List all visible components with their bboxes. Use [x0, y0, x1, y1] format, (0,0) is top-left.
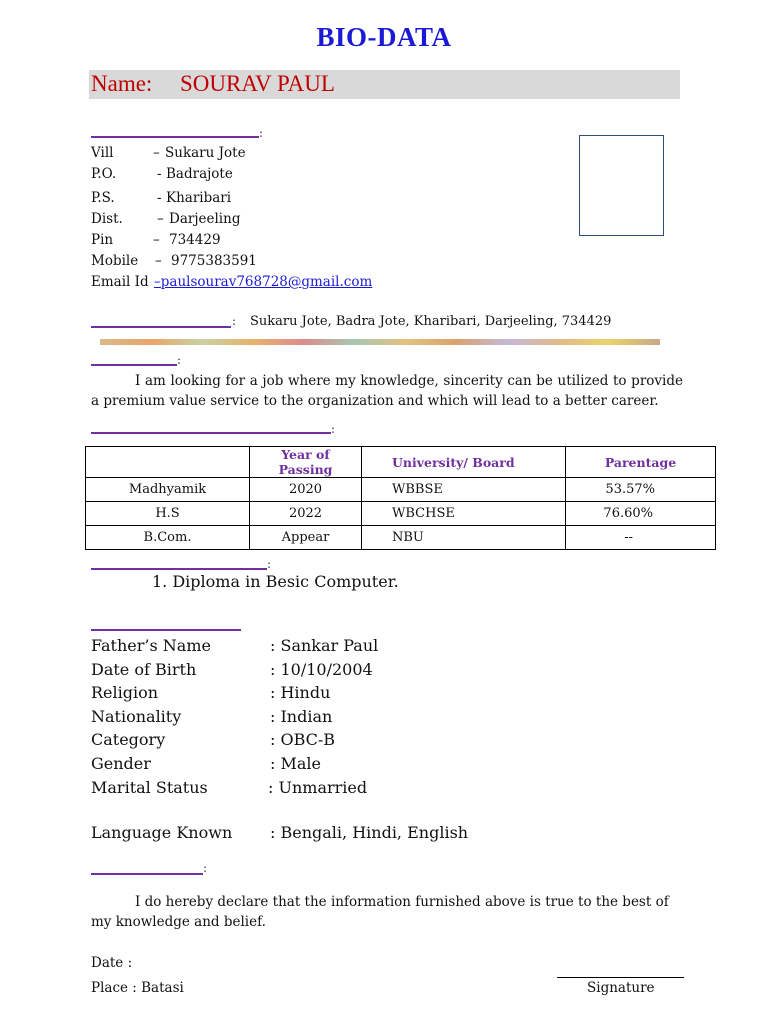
table-cell: 2022 — [250, 502, 362, 526]
photo-placeholder — [579, 135, 664, 236]
personal-value: : Hindu — [270, 683, 331, 703]
extra-qualification-item: 1. Diploma in Besic Computer. — [152, 572, 399, 591]
table-header: Year of Passing — [250, 447, 362, 478]
contact-value: 734429 — [169, 232, 221, 248]
table-cell: 53.57% — [566, 478, 716, 502]
personal-row — [91, 683, 541, 707]
table-cell: -- — [566, 526, 716, 550]
contact-sep: – — [153, 145, 160, 161]
section-line-education — [91, 432, 331, 434]
contact-row-vill — [91, 145, 421, 166]
table-cell: 76.60% — [566, 502, 716, 526]
personal-row — [91, 707, 541, 731]
personal-row — [91, 730, 541, 754]
place-field: Place : Batasi — [91, 980, 184, 996]
language-label: Language Known — [91, 823, 233, 842]
contact-value: Kharibari — [166, 190, 232, 206]
contact-label: Mobile — [91, 253, 139, 269]
table-header-row — [86, 447, 716, 478]
section-line-declaration — [91, 873, 203, 875]
section-colon: : — [203, 861, 208, 875]
personal-details — [91, 636, 541, 801]
contact-row-email — [91, 274, 421, 295]
contact-row-mobile — [91, 253, 421, 274]
language-row — [91, 823, 541, 842]
education-table — [85, 446, 716, 550]
table-cell: B.Com. — [86, 526, 250, 550]
section-line-contact — [91, 136, 259, 138]
contact-sep: – — [157, 211, 164, 227]
personal-label: Religion — [91, 683, 159, 703]
contact-block — [91, 145, 421, 295]
personal-label: Father’s Name — [91, 636, 211, 655]
section-colon: : — [259, 126, 264, 140]
section-colon: : — [267, 557, 272, 571]
personal-value: : Male — [270, 753, 321, 773]
contact-label: Dist. — [91, 211, 123, 227]
contact-row-pin — [91, 232, 421, 253]
declaration-text: I do hereby declare that the information furnished above is true to the best of my knowledge and belief. — [91, 894, 669, 930]
contact-sep: – — [153, 232, 160, 248]
section-line-personal — [91, 629, 241, 631]
table-cell: Appear — [250, 526, 362, 550]
email-label: Email Id — [91, 274, 149, 290]
section-colon: : — [177, 353, 182, 367]
personal-label: Gender — [91, 753, 151, 773]
section-line-address — [91, 326, 231, 328]
table-cell: NBU — [362, 526, 566, 550]
table-row — [86, 478, 716, 502]
name-bar — [89, 70, 680, 99]
contact-value: Sukaru Jote — [165, 145, 246, 161]
table-cell: WBCHSE — [362, 502, 566, 526]
page-title: BIO-DATA — [316, 22, 452, 52]
contact-value: 9775383591 — [171, 253, 257, 269]
section-line-extra — [91, 568, 267, 570]
name-label: Name: — [91, 71, 153, 96]
signature-line — [557, 977, 684, 978]
contact-value: Darjeeling — [169, 211, 241, 227]
personal-value: : Sankar Paul — [270, 636, 379, 655]
contact-label: P.S. — [91, 190, 115, 206]
contact-sep: - — [157, 190, 162, 206]
objective-text: I am looking for a job where my knowledge, sincerity can be utilized to provide a premium value service to the organization and which will lead to a better career. — [91, 373, 683, 409]
table-cell: H.S — [86, 502, 250, 526]
signature-label: Signature — [587, 980, 655, 996]
contact-row-dist — [91, 211, 421, 232]
table-cell: 2020 — [250, 478, 362, 502]
table-header: University/ Board — [362, 447, 566, 478]
table-row — [86, 526, 716, 550]
decorative-band — [100, 339, 660, 345]
section-line-objective — [91, 364, 177, 366]
section-colon: : — [232, 314, 237, 328]
personal-row — [91, 660, 541, 684]
permanent-address: Sukaru Jote, Badra Jote, Kharibari, Darjeeling, 734429 — [250, 314, 612, 329]
contact-value: Badrajote — [166, 166, 233, 182]
contact-label: Pin — [91, 232, 114, 248]
table-header — [86, 447, 250, 478]
personal-label: Date of Birth — [91, 659, 197, 679]
section-colon: : — [331, 422, 336, 436]
table-row — [86, 502, 716, 526]
personal-label: Nationality — [91, 706, 182, 726]
table-cell: Madhyamik — [86, 478, 250, 502]
contact-label: P.O. — [91, 166, 117, 182]
personal-row — [91, 754, 541, 778]
email-link[interactable]: –paulsourav768728@gmail.com — [154, 274, 373, 290]
personal-value: : Indian — [270, 706, 333, 726]
personal-row — [91, 778, 541, 802]
contact-sep: – — [155, 253, 162, 269]
language-value: : Bengali, Hindi, English — [270, 823, 469, 842]
personal-label: Category — [91, 730, 166, 750]
table-cell: WBBSE — [362, 478, 566, 502]
table-header: Parentage — [566, 447, 716, 478]
contact-row-ps — [91, 190, 421, 211]
date-field: Date : — [91, 955, 133, 971]
personal-value: : 10/10/2004 — [270, 659, 373, 679]
contact-sep: - — [157, 166, 162, 182]
personal-value: : OBC-B — [270, 730, 336, 750]
personal-row — [91, 636, 541, 660]
contact-row-po — [91, 166, 421, 187]
personal-label: Marital Status — [91, 777, 208, 797]
contact-label: Vill — [91, 145, 114, 161]
personal-value: : Unmarried — [268, 777, 368, 797]
name-value: SOURAV PAUL — [180, 71, 335, 96]
